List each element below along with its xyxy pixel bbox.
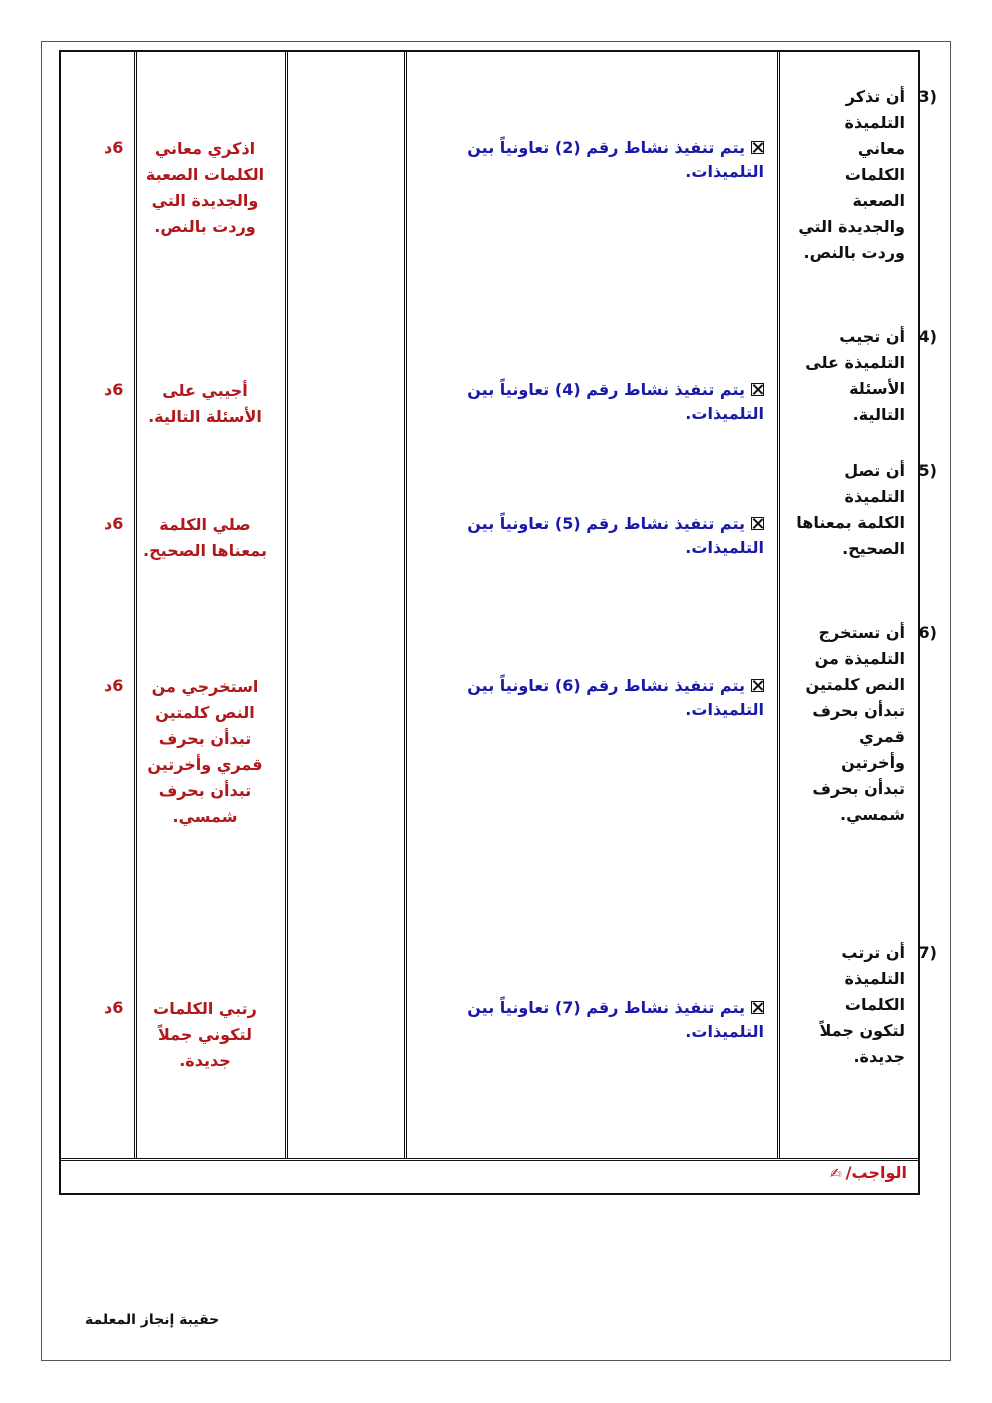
objective-text: أن ترتب التلميذة الكلمات لتكون جملاً جديدة. (819, 943, 905, 1066)
time-label: 6د (104, 676, 124, 695)
checkbox-icon (751, 679, 764, 692)
objective-number: 3) (918, 87, 937, 106)
evaluation-text: استخرجي من النص كلمتين تبدأن بحرف قمري وأخرتين تبدأن بحرف شمسي. (147, 677, 263, 826)
objective-cell (795, 620, 937, 828)
column-divider (777, 52, 780, 1159)
objective-text: أن تصل التلميذة الكلمة بمعناها الصحيح. (796, 461, 905, 558)
objective-number: 6) (918, 623, 937, 642)
column-divider (404, 52, 407, 1159)
time-label: 6د (104, 380, 124, 399)
column-divider (285, 52, 288, 1159)
time-label: 6د (104, 514, 124, 533)
objective-number: 5) (918, 461, 937, 480)
procedure-cell (464, 674, 764, 722)
column-divider (134, 52, 137, 1159)
time-label: 6د (104, 138, 124, 157)
procedure-text: يتم تنفيذ نشاط رقم (2) تعاونياً بين التلميذات. (467, 138, 764, 181)
objective-number: 4) (918, 327, 937, 346)
writing-hand-icon: ✍ (829, 1166, 842, 1182)
footer-text: حقيبة إنجاز المعلمة (85, 1312, 220, 1328)
objective-number: 7) (918, 943, 937, 962)
checkbox-icon (751, 517, 764, 530)
objective-text: أن تستخرج التلميذة من النص كلمتين تبدأن بحرف قمري وأخرتين تبدأن بحرف شمسي. (805, 623, 905, 824)
homework-divider (61, 1158, 918, 1161)
evaluation-text: رتبي الكلمات لتكوني جملاً جديدة. (153, 999, 257, 1070)
homework-row (830, 1163, 907, 1182)
objective-cell (795, 84, 937, 266)
homework-label: الواجب/ (845, 1163, 907, 1182)
procedure-text: يتم تنفيذ نشاط رقم (7) تعاونياً بين التلميذات. (467, 998, 764, 1041)
objective-text: أن تذكر التلميذة معاني الكلمات الصعبة والجديدة التي وردت بالنص. (798, 87, 905, 262)
time-label: 6د (104, 998, 124, 1017)
evaluation-text: أجيبي على الأسئلة التالية. (148, 381, 262, 426)
objective-text: أن تجيب التلميذة على الأسئلة التالية. (805, 327, 905, 424)
objective-cell (795, 324, 937, 428)
checkbox-icon (751, 383, 764, 396)
procedure-text: يتم تنفيذ نشاط رقم (4) تعاونياً بين التلميذات. (467, 380, 764, 423)
procedure-cell (464, 136, 764, 184)
procedure-text: يتم تنفيذ نشاط رقم (6) تعاونياً بين التلميذات. (467, 676, 764, 719)
procedure-cell (464, 378, 764, 426)
objective-cell (795, 940, 937, 1070)
objective-cell (795, 458, 937, 562)
procedure-text: يتم تنفيذ نشاط رقم (5) تعاونياً بين التلميذات. (467, 514, 764, 557)
evaluation-text: اذكري معاني الكلمات الصعبة والجديدة التي وردت بالنص. (145, 139, 265, 236)
checkbox-icon (751, 141, 764, 154)
procedure-cell (464, 996, 764, 1044)
evaluation-text: صلي الكلمة بمعناها الصحيح. (143, 515, 267, 560)
procedure-cell (464, 512, 764, 560)
checkbox-icon (751, 1001, 764, 1014)
